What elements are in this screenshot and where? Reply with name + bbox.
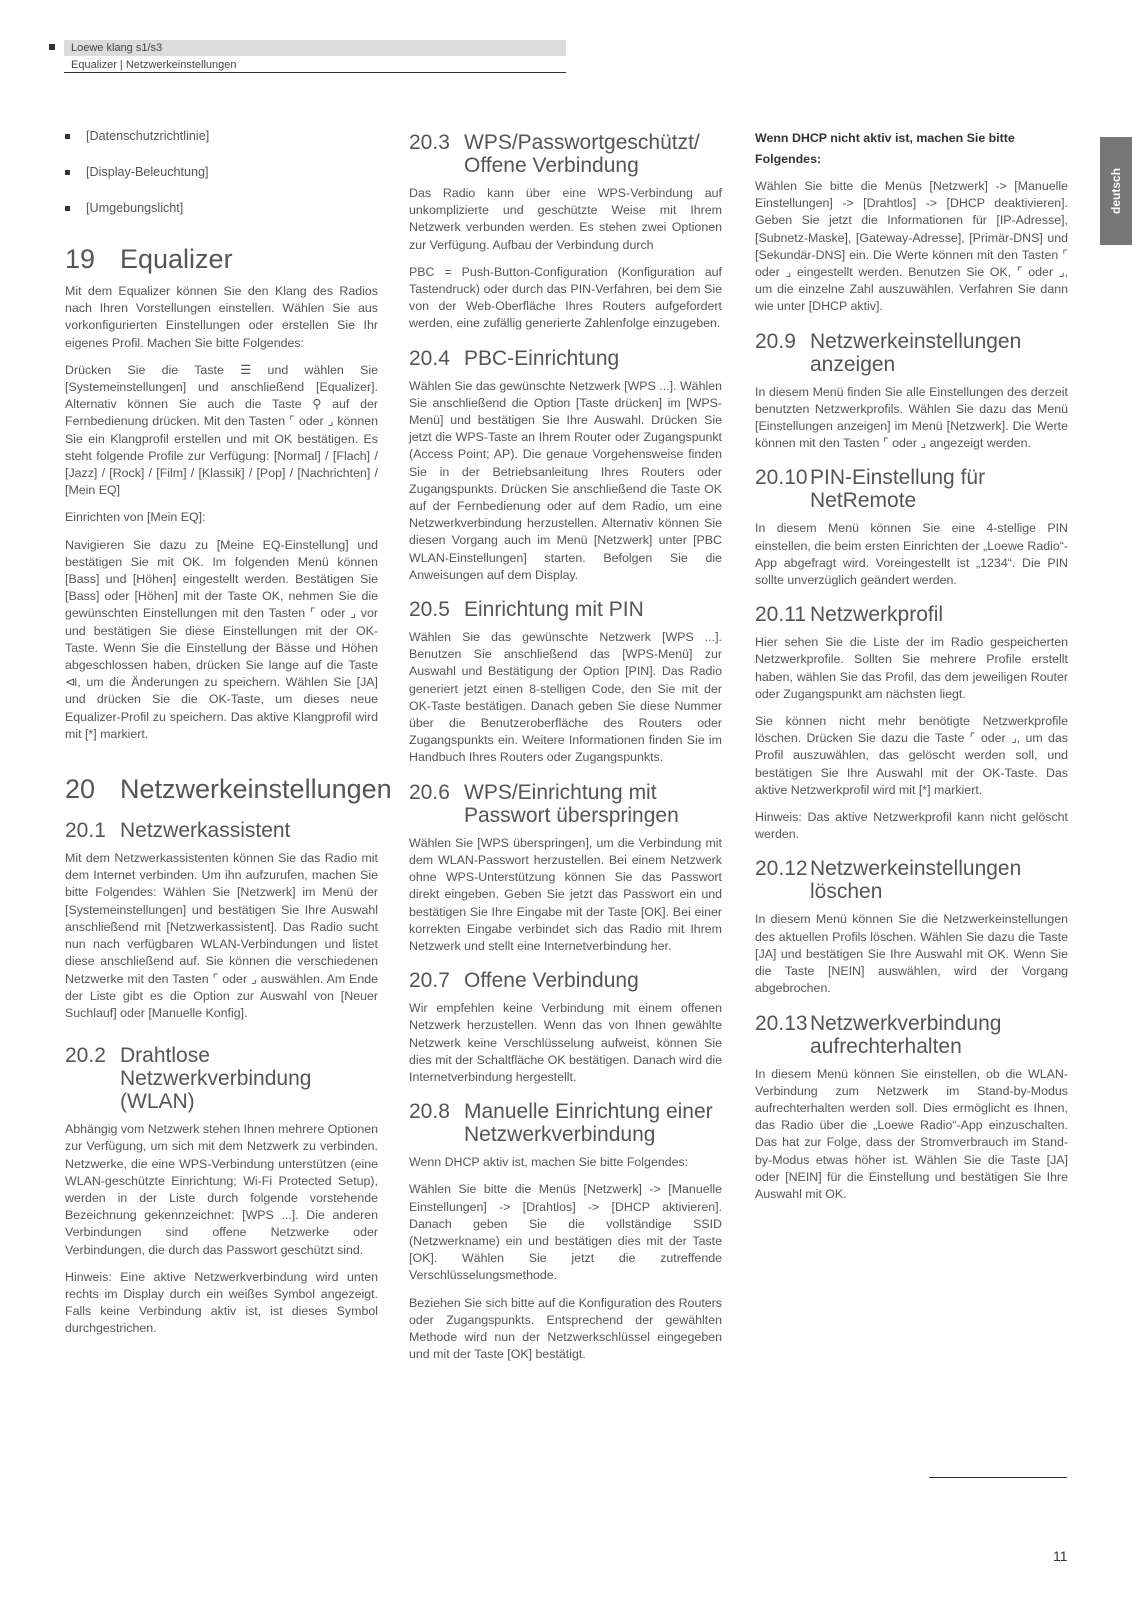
paragraph: Wir empfehlen keine Verbindung mit einem offenen Netzwerk herzustellen. Wenn das von Ihnen gewählte Netzwerk keine Verschlüsselung aufweist, können Sie dies mit der Schaltfläche OK bestätigen. Danach wird die Internetverbindung hergestellt. <box>409 1001 722 1084</box>
paragraph: In diesem Menü können Sie die Netzwerkeinstellungen des aktuellen Profils löschen. Wählen Sie dazu die Taste [JA] und bestätigen Sie Ihre Auswahl mit OK. Wenn Sie die Taste [NEIN] auswählen, wird der Vorgang abgebrochen. <box>755 912 1068 996</box>
paragraph: Wählen Sie bitte die Menüs [Netzwerk] -> [Manuelle Einstellungen] -> [Drahtlos] -> [DHCP aktivieren]. Danach geben Sie die vollständige SSID (Netzwerkname) ein und bestätigen dies mit der Taste [OK]. Wählen Sie jetzt die zutreffende Verschlüsselungsmethode. <box>409 1182 722 1283</box>
paragraph: Hier sehen Sie die Liste der im Radio gespeicherten Netzwerkprofile. Sollten Sie mehrere Profile erstellt haben, wählen Sie das Profil, das dem jeweiligen Router oder Zugangspunkt am nächsten liegt. <box>755 635 1068 701</box>
heading-20-1: 20.1 Netzwerkassistent <box>65 819 291 843</box>
header-marker <box>49 44 55 50</box>
heading-20-13: 20.13 Netzwerkverbindung aufrechterhalten <box>755 1011 1002 1058</box>
paragraph: Navigieren Sie dazu zu [Meine EQ-Einstellung] und bestätigen Sie mit OK. Im folgenden Menü können [Bass] und [Höhen] eingestellt werden. Bestätigen Sie [Bass] oder [Höhen] mit der Taste OK, nehmen Sie die gewünschten Einstellungen mit den Tasten ⌜ oder ⌟ vor und bestätigen Sie diese Einstellungen mit der OK-Taste. Wenn Sie die Einstellung der Bässe und Höhen abgeschlossen haben, drücken Sie lange auf die Taste ⧏, um die Änderungen zu speichern. Wählen Sie [JA] und drücken Sie die OK-Taste, um dieses neue Equalizer-Profil zu speichern. Das aktive Klangprofil wird mit [*] markiert. <box>65 537 378 741</box>
heading-20-4: 20.4 PBC-Einrichtung <box>409 346 620 370</box>
dhcp-inactive-heading: Wenn DHCP nicht aktiv ist, machen Sie bitte Folgendes: <box>755 131 1015 166</box>
language-tab[interactable] <box>1100 137 1132 245</box>
paragraph: Beziehen Sie sich bitte auf die Konfiguration des Routers oder Zugangspunkts. Entsprechend der gewählten Methode wird nun der Netzwerkschlüssel eingegeben und mit der Taste [OK] bestätigt. <box>409 1295 722 1362</box>
page-number: 11 <box>1053 1548 1068 1564</box>
column-2 <box>409 128 722 1373</box>
paragraph: Hinweis: Das aktive Netzwerkprofil kann nicht gelöscht werden. <box>755 810 1068 842</box>
paragraph: Mit dem Equalizer können Sie den Klang des Radios nach Ihren Vorstellungen einstellen. Wählen Sie aus vorkonfigurierten Einstellungen oder erstellen Sie Ihr eigenes Profil. Machen Sie bitte Folgendes: <box>65 284 378 350</box>
heading-20-12: 20.12 Netzwerkeinstellungen löschen <box>755 857 1022 904</box>
paragraph: Wählen Sie [WPS überspringen], um die Verbindung mit dem WLAN-Passwort herzustellen. Bei einem Netzwerk ohne WPS-Unterstützung können Sie das Passwort direkt eingeben. Geben Sie jetzt das Passwort ein und bestätigen Sie Ihre Eingabe mit der Taste [OK]. Bei einer korrekten Eingabe verbindet sich das Radio mit Ihrem Netzwerk und stellt eine Internetverbindung her. <box>409 835 722 953</box>
paragraph: Das Radio kann über eine WPS-Verbindung auf unkomplizierte und geschützte Weise mit Ihrem Netzwerk verbunden werden. Es stehen zwei Optionen zur Verfügung. Aufbau der Verbindung durch <box>409 186 722 252</box>
paragraph: Einrichten von [Mein EQ]: <box>65 510 206 525</box>
column-3 <box>755 128 1068 1213</box>
list-item: [Umgebungslicht] <box>65 200 378 217</box>
heading-20-7: 20.7 Offene Verbindung <box>409 969 639 993</box>
language-tab-label: deutsch <box>1109 167 1123 215</box>
heading-20-3: 20.3 WPS/Passwortgeschützt/ Offene Verbindung <box>409 131 700 177</box>
heading-19: 19 Equalizer <box>65 244 233 274</box>
column-1 <box>65 128 392 1348</box>
heading-20: 20 Netzwerkeinstellungen <box>65 774 392 805</box>
heading-20-10: 20.10 PIN-Einstellung für NetRemote <box>755 466 986 513</box>
header-section: Equalizer | Netzwerkeinstellungen <box>64 58 566 73</box>
paragraph: Wählen Sie das gewünschte Netzwerk [WPS ...]. Benutzen Sie anschließend das [WPS-Menü] zur Auswahl und Bestätigung der Option [PIN]. Das Radio generiert jetzt einen 8-stelligen Code, den Sie mit der OK-Taste bestätigen. Danach geben Sie diese Nummer über die Benutzeroberfläche des Routers oder Zugangspunkts ein. Weitere Informationen finden Sie im Handbuch Ihres Routers oder Zugangspunkts. <box>409 630 722 765</box>
heading-20-11: 20.11 Netzwerkprofil <box>755 603 944 627</box>
paragraph: Drücken Sie die Taste ☰ und wählen Sie [Systemeinstellungen] und anschließend [Equalizer]. Alternativ können Sie auch die Taste ⚲ auf der Fernbedienung drücken. Mit den Tasten ⌜ oder ⌟ können Sie ein Klangprofil erstellen und mit OK bestätigen. Es steht folgende Profile zur Verfügung: [Normal] / [Flach] / [Jazz] / [Rock] / [Film] / [Klassik] / [Pop] / [Nachrichten] / [Mein EQ] <box>65 362 378 498</box>
paragraph: In diesem Menü können Sie einstellen, ob die WLAN-Verbindung zum Netzwerk im Stand-by-Modus aufrechterhalten werden soll. Dies ermöglicht es Ihnen, das Radio über die „Loewe Radio“-App einzuschalten. Das hat zur Folge, dass der Stromverbrauch im Stand-by-Modus etwas höher ist. Wählen Sie die Taste [JA] oder [NEIN] für die Einstellung und bestätigen Sie Ihre Auswahl mit OK. <box>755 1066 1068 1201</box>
settings-bullet-list <box>65 128 378 217</box>
paragraph: PBC = Push-Button-Configuration (Konfiguration auf Tastendruck) oder durch das PIN-Verfahren, bei dem Sie von der Web-Oberfläche Ihres Routers aufgefordert werden, eine zufällig generierte Zahlenfolge einzugeben. <box>409 264 722 331</box>
heading-20-8: 20.8 Manuelle Einrichtung einer Netzwerkverbindung <box>409 1100 713 1147</box>
paragraph: Wenn DHCP aktiv ist, machen Sie bitte Folgendes: <box>409 1155 689 1170</box>
heading-20-2: 20.2 Drahtlose Netzwerkverbindung (WLAN) <box>65 1044 312 1114</box>
heading-20-6: 20.6 WPS/Einrichtung mit Passwort überspringen <box>409 780 679 827</box>
list-item: [Display-Beleuchtung] <box>65 164 378 181</box>
paragraph: Hinweis: Eine aktive Netzwerkverbindung wird unten rechts im Display durch ein weißes Symbol angezeigt. Falls keine Verbindung aktiv ist, ist dieses Symbol durchgestrichen. <box>65 1269 378 1336</box>
heading-20-5: 20.5 Einrichtung mit PIN <box>409 598 644 622</box>
heading-20-9: 20.9 Netzwerkeinstellungen anzeigen <box>755 329 1022 376</box>
header-product: Loewe klang s1/s3 <box>64 40 566 56</box>
paragraph: Sie können nicht mehr benötigte Netzwerkprofile löschen. Drücken Sie dazu die Taste ⌜ oder ⌟, um das Profil auszuwählen, das gelöscht werden soll, und bestätigen Sie Ihre Auswahl mit der OK-Taste. Das aktive Netzwerkprofil wird mit [*] markiert. <box>755 714 1068 797</box>
paragraph: Mit dem Netzwerkassistenten können Sie das Radio mit dem Internet verbinden. Um ihn aufzurufen, machen Sie bitte Folgendes: Wählen Sie [Netzwerk] im Menü der [Systemeinstellungen] und bestätigen Sie Ihre Auswahl anschließend mit [Netzwerkassistent]. Das Radio sucht nun nach verfügbaren WLAN-Verbindungen und listet diese anschließend auf. Sie können die verschiedenen Netzwerke mit den Tasten ⌜ oder ⌟ auswählen. Am Ende der Liste gibt es die Option zur Auswahl von [Neuer Suchlauf] oder [Manuelle Konfig]. <box>65 851 378 1020</box>
paragraph: Wählen Sie bitte die Menüs [Netzwerk] -> [Manuelle Einstellungen] -> [Drahtlos] -> [DHCP deaktivieren]. Geben Sie jetzt die Informationen für [IP-Adresse], [Subnetz-Maske], [Gateway-Adresse], [Primär-DNS] und [Sekundär-DNS] ein. Die Werte können mit den Tasten ⌜ oder ⌟ eingestellt werden. Benutzen Sie OK, ⌜ oder ⌟, um die einzelne Zahl auszuwählen. Verfahren Sie dann wie unter [DHCP aktiv]. <box>755 179 1068 314</box>
paragraph: Abhängig vom Netzwerk stehen Ihnen mehrere Optionen zur Verfügung, um sich mit dem Netzwerk zu verbinden. Netzwerke, die eine WPS-Verbindung unterstützen (eine WLAN-geschützte Einrichtung; Wi-Fi Protected Setup), werden in der Liste durch folgende vorstehende Bezeichnung gekennzeichnet: [WPS ...]. Die anderen Verbindungen sind offene Netzwerke oder Verbindungen, die durch das Passwort geschützt sind. <box>65 1122 378 1257</box>
paragraph: In diesem Menü finden Sie alle Einstellungen des derzeit benutzten Netzwerkprofils. Wählen Sie dazu das Menü [Einstellungen anzeigen] im Menü [Netzwerk]. Die Werte können mit den Tasten ⌜ oder ⌟ angezeigt werden. <box>755 384 1068 451</box>
paragraph: Wählen Sie das gewünschte Netzwerk [WPS ...]. Wählen Sie anschließend die Option [Taste drücken] im [WPS-Menü] und bestätigen Sie Ihre Auswahl. Drücken Sie jetzt die WPS-Taste an Ihrem Router oder Zugangspunkt (Access Point; AP). Die genaue Vorgehensweise finden Sie in der Betriebsanleitung Ihres Routers oder Zugangspunkts. Drücken Sie anschließend die Taste OK auf der Fernbedienung oder auf dem Radio, um eine Netzwerkverbindung herzustellen. Alternativ können Sie diesen Vorgang auch im Menü [Netzwerk] unter [PBC WLAN-Einstellungen] starten. Befolgen Sie die Anweisungen auf dem Display. <box>409 378 722 582</box>
list-item: [Datenschutzrichtlinie] <box>65 128 378 145</box>
paragraph: In diesem Menü können Sie eine 4-stellige PIN einstellen, die beim ersten Einrichten der „Loewe Radio“-App abgefragt wird. Voreingestellt ist „1234“. Die PIN sollte unverzüglich geändert werden. <box>755 521 1068 588</box>
footer-rule <box>929 1477 1067 1478</box>
